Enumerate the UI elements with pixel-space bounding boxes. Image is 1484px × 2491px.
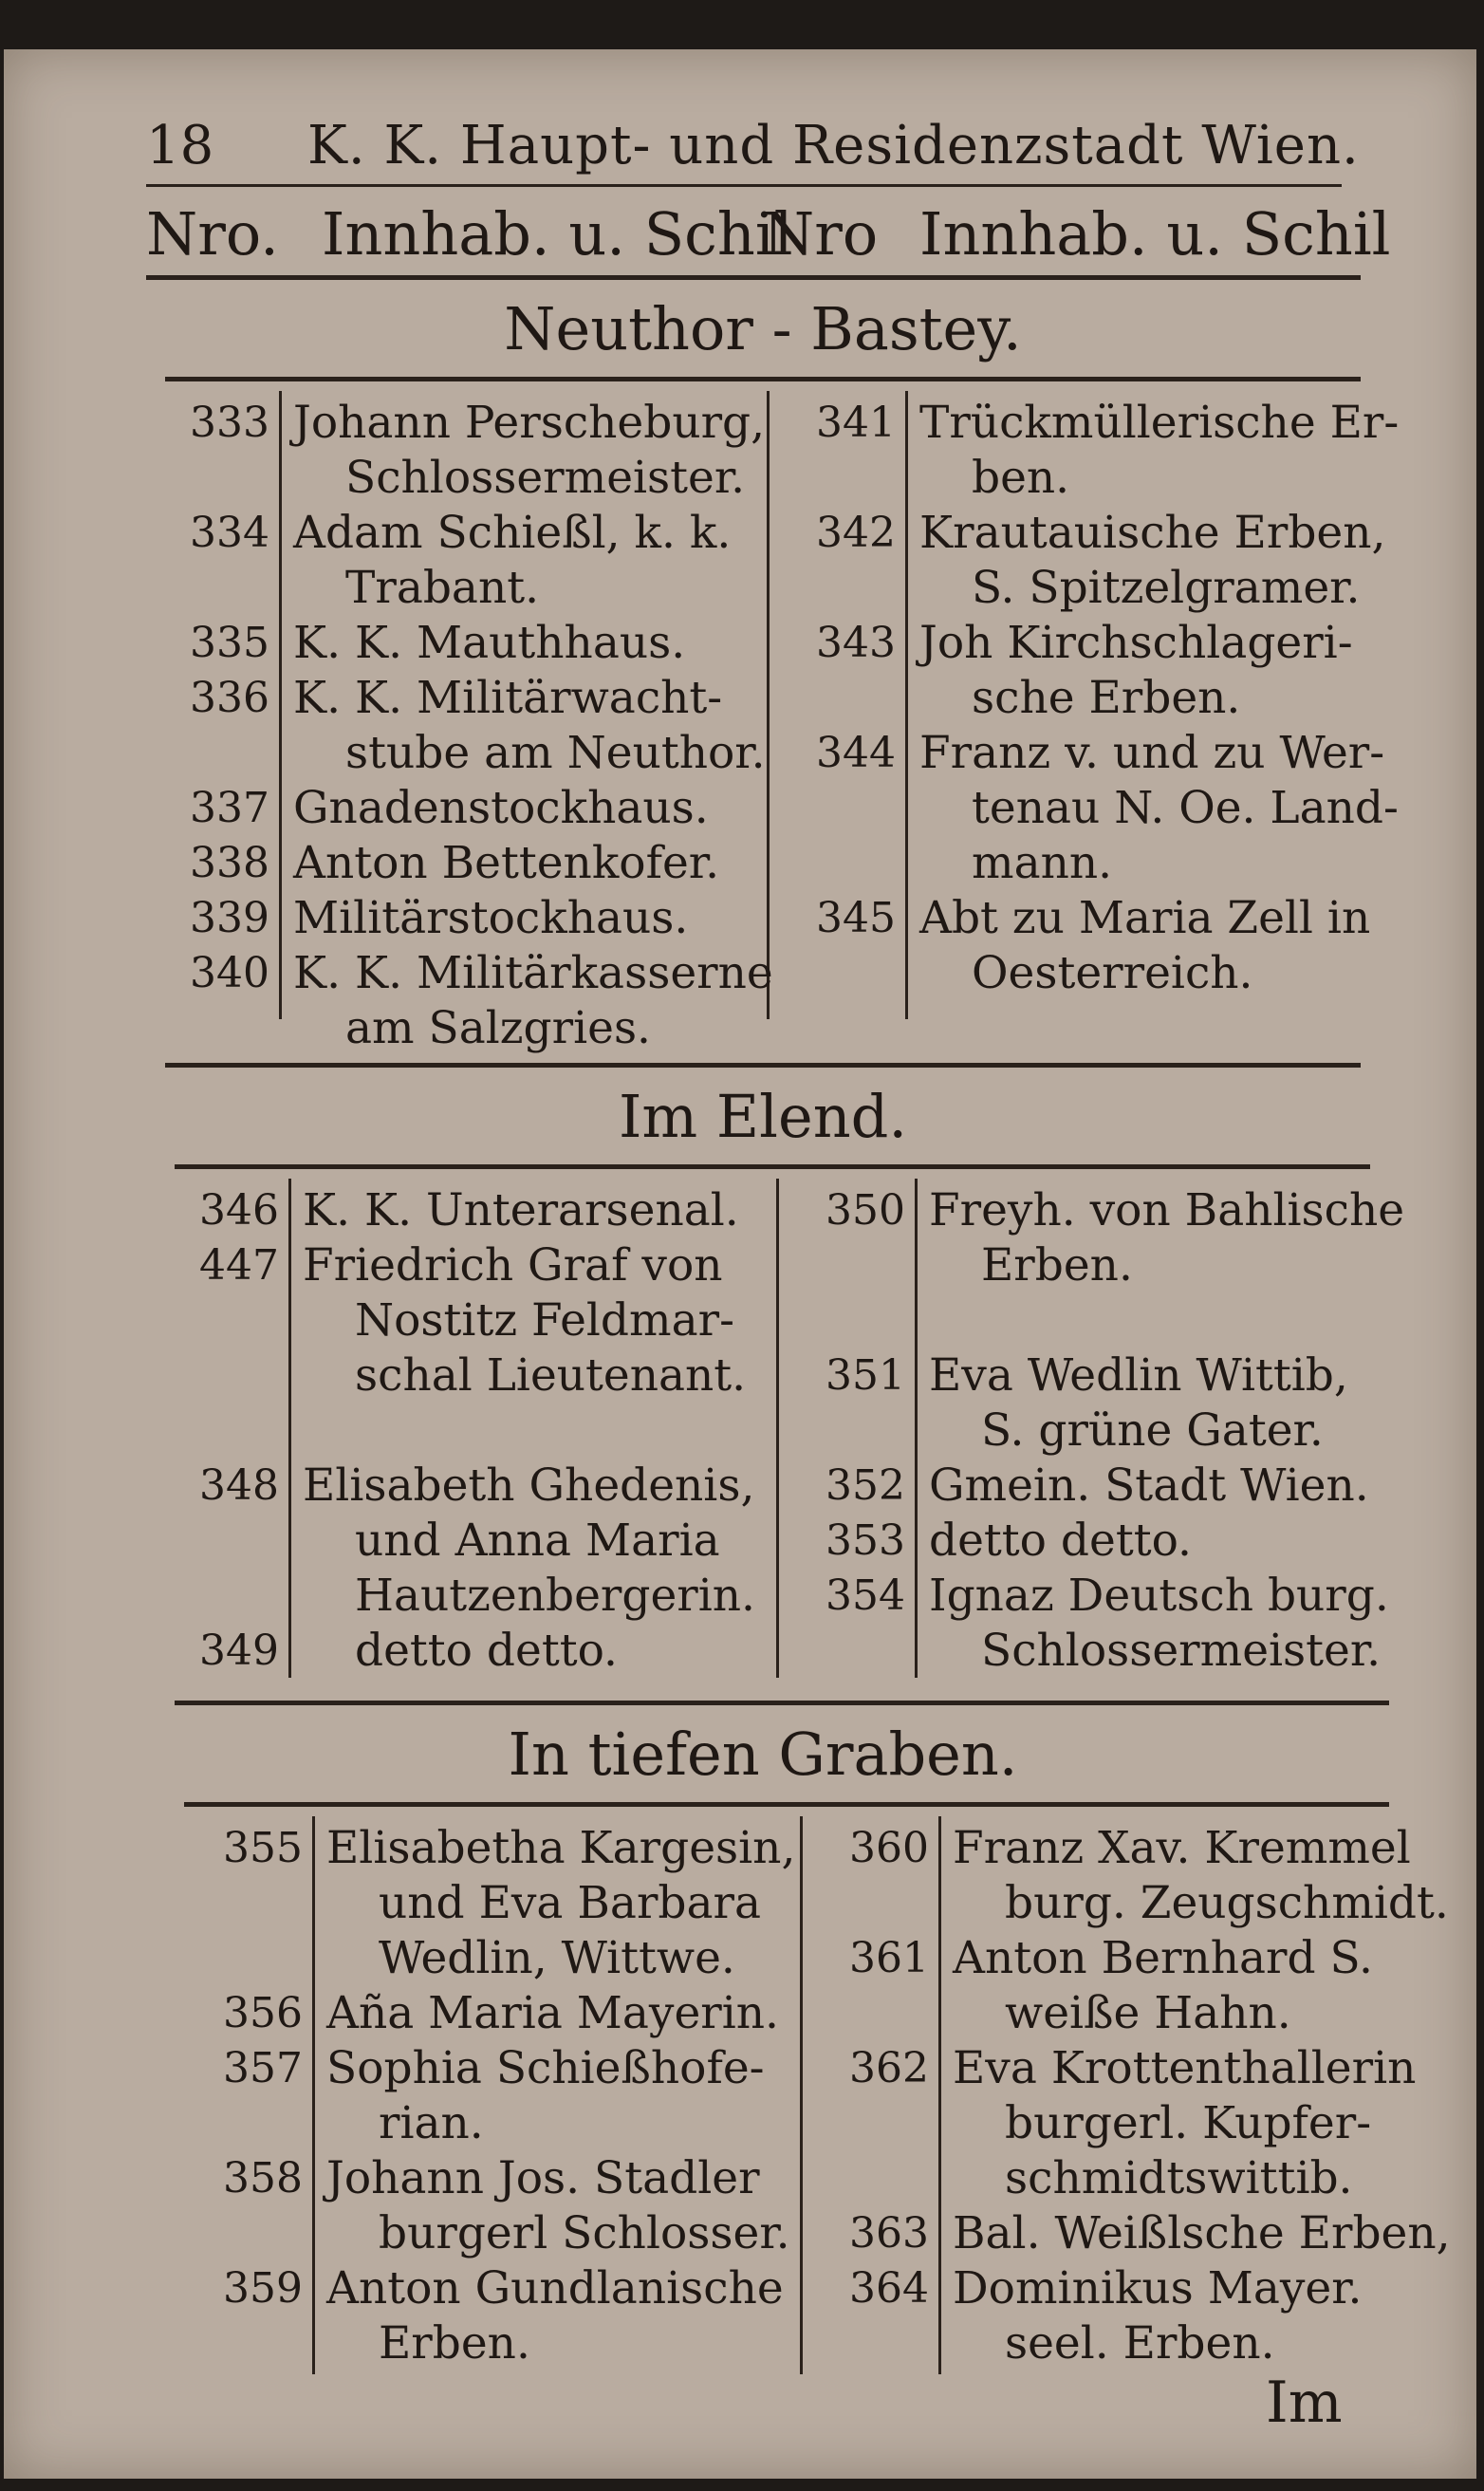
entry-line: detto detto. <box>355 1625 618 1677</box>
house-number: 346 <box>199 1186 279 1235</box>
entry-line: Hautzenbergerin. <box>355 1570 755 1622</box>
column-divider <box>312 1816 315 2374</box>
entry-line: Krautauische Erben, <box>919 507 1386 559</box>
entry-line: Franz Xav. Kremmel <box>953 1822 1411 1874</box>
entry-line: Gnadenstockhaus. <box>293 782 709 834</box>
house-number: 360 <box>849 1824 929 1872</box>
entry-line: Franz v. und zu Wer- <box>919 727 1385 779</box>
house-number: 336 <box>190 674 269 722</box>
entry-line: burgerl. Kupfer- <box>1005 2097 1372 2149</box>
entry-line: S. Spitzelgramer. <box>972 562 1361 614</box>
house-number: 348 <box>199 1461 279 1510</box>
section-rule-top <box>184 1802 1389 1807</box>
house-number: 344 <box>816 729 896 777</box>
entry-line: am Salzgries. <box>345 1002 652 1054</box>
entry-line: detto detto. <box>929 1515 1192 1567</box>
column-header-rule <box>146 275 1361 280</box>
entry-line: Militärstockhaus. <box>293 892 689 944</box>
column-divider <box>915 1179 918 1678</box>
entry-line: Friedrich Graf von <box>303 1239 723 1292</box>
column-divider <box>288 1179 291 1678</box>
entry-line: Adam Schießl, k. k. <box>293 507 732 559</box>
section-title-im-elend: Im Elend. <box>618 1082 908 1151</box>
entry-line: Wedlin, Wittwe. <box>379 1932 735 1984</box>
house-number: 339 <box>190 894 269 942</box>
entry-line: seel. Erben. <box>1005 2317 1275 2370</box>
entry-line: burgerl Schlosser. <box>379 2207 790 2259</box>
house-number: 350 <box>825 1186 905 1235</box>
entry-line: Sophia Schießhofe- <box>326 2042 765 2094</box>
house-number: 363 <box>849 2209 929 2258</box>
entry-line: Dominikus Mayer. <box>953 2262 1363 2314</box>
house-number: 333 <box>190 399 269 447</box>
running-title: K. K. Haupt- und Residenzstadt Wien. <box>307 115 1360 177</box>
entry-line: und Anna Maria <box>355 1515 720 1567</box>
entry-line: sche Erben. <box>972 672 1241 724</box>
entry-line: Johann Perscheburg, <box>293 397 766 449</box>
house-number: 351 <box>825 1351 905 1400</box>
house-number: 358 <box>223 2154 303 2203</box>
house-number: 362 <box>849 2044 929 2092</box>
entry-line: Trückmüllerische Er- <box>919 397 1400 449</box>
col-header-nro-right: Nro <box>763 199 879 269</box>
entry-line: K. K. Militärwacht- <box>293 672 723 724</box>
entry-line: Eva Krottenthallerin <box>953 2042 1417 2094</box>
entry-line: tenau N. Oe. Land- <box>972 782 1399 834</box>
col-header-owner-right: Innhab. u. Schil <box>919 199 1391 269</box>
section-title-in-tiefen-graben: In tiefen Graben. <box>508 1720 1018 1789</box>
entry-line: Schlossermeister. <box>981 1625 1382 1677</box>
house-number: 343 <box>816 619 896 667</box>
entry-line: Bal. Weißlsche Erben, <box>953 2207 1451 2259</box>
column-divider <box>938 1816 941 2374</box>
section-rule-bottom <box>165 1063 1361 1068</box>
entry-line: Johann Jos. Stadler <box>326 2152 760 2204</box>
entry-line: Erben. <box>981 1239 1133 1292</box>
entry-line: Aña Maria Mayerin. <box>326 1987 779 2039</box>
section-rule-bottom <box>175 1701 1389 1705</box>
entry-line: K. K. Unterarsenal. <box>303 1184 739 1236</box>
entry-line: Elisabeth Ghedenis, <box>303 1459 755 1512</box>
header-rule <box>146 184 1342 187</box>
house-number: 337 <box>190 784 269 832</box>
entry-line: mann. <box>972 837 1113 889</box>
house-number: 447 <box>199 1241 279 1290</box>
house-number: 349 <box>199 1627 279 1675</box>
entry-line: Erben. <box>379 2317 530 2370</box>
section-rule-top <box>165 377 1361 381</box>
book-page <box>4 49 1476 2479</box>
entry-line: rian. <box>379 2097 484 2149</box>
house-number: 341 <box>816 399 896 447</box>
entry-line: Freyh. von Bahlische <box>929 1184 1405 1236</box>
house-number: 352 <box>825 1461 905 1510</box>
col-header-nro-left: Nro. <box>146 199 279 269</box>
col-header-owner-left: Innhab. u. Schil <box>322 199 793 269</box>
house-number: 354 <box>825 1571 905 1620</box>
entry-line: K. K. Militärkasserne <box>293 947 773 999</box>
entry-line: ben. <box>972 452 1070 504</box>
house-number: 340 <box>190 949 269 997</box>
entry-line: Abt zu Maria Zell in <box>919 892 1371 944</box>
entry-line: burg. Zeugschmidt. <box>1005 1877 1449 1929</box>
column-divider <box>767 391 770 1019</box>
entry-line: Anton Bettenkofer. <box>293 837 720 889</box>
entry-line: Joh Kirchschlageri- <box>919 617 1353 669</box>
entry-line: stube am Neuthor. <box>345 727 766 779</box>
house-number: 345 <box>816 894 896 942</box>
house-number: 359 <box>223 2264 303 2313</box>
house-number: 353 <box>825 1516 905 1565</box>
house-number: 355 <box>223 1824 303 1872</box>
column-headers <box>146 192 1391 277</box>
section-title-neuthor-bastey: Neuthor - Bastey. <box>504 294 1022 363</box>
catchword: Im <box>1266 2370 1343 2436</box>
entry-line: schmidtswittib. <box>1005 2152 1353 2204</box>
entry-line: Anton Gundlanische <box>326 2262 784 2314</box>
house-number: 342 <box>816 509 896 557</box>
house-number: 364 <box>849 2264 929 2313</box>
house-number: 356 <box>223 1989 303 2037</box>
entry-line: Eva Wedlin Wittib, <box>929 1349 1348 1402</box>
entry-line: schal Lieutenant. <box>355 1349 747 1402</box>
entry-line: Schlossermeister. <box>345 452 746 504</box>
entry-line: Oesterreich. <box>972 947 1253 999</box>
page-number: 18 <box>146 115 214 177</box>
entry-line: Ignaz Deutsch burg. <box>929 1570 1389 1622</box>
column-divider <box>800 1816 803 2374</box>
entry-line: und Eva Barbara <box>379 1877 762 1929</box>
entry-line: S. grüne Gater. <box>981 1404 1324 1457</box>
house-number: 335 <box>190 619 269 667</box>
running-header <box>146 108 1361 184</box>
house-number: 338 <box>190 839 269 887</box>
entry-line: Gmein. Stadt Wien. <box>929 1459 1369 1512</box>
column-divider <box>905 391 908 1019</box>
entry-line: weiße Hahn. <box>1005 1987 1291 2039</box>
house-number: 334 <box>190 509 269 557</box>
house-number: 361 <box>849 1934 929 1982</box>
entry-line: Nostitz Feldmar- <box>355 1294 734 1347</box>
entry-line: Trabant. <box>345 562 540 614</box>
column-divider <box>776 1179 779 1678</box>
entry-line: Anton Bernhard S. <box>953 1932 1373 1984</box>
entry-line: Elisabetha Kargesin, <box>326 1822 796 1874</box>
entry-line: K. K. Mauthhaus. <box>293 617 686 669</box>
section-rule-top <box>175 1164 1370 1169</box>
house-number: 357 <box>223 2044 303 2092</box>
column-divider <box>279 391 282 1019</box>
